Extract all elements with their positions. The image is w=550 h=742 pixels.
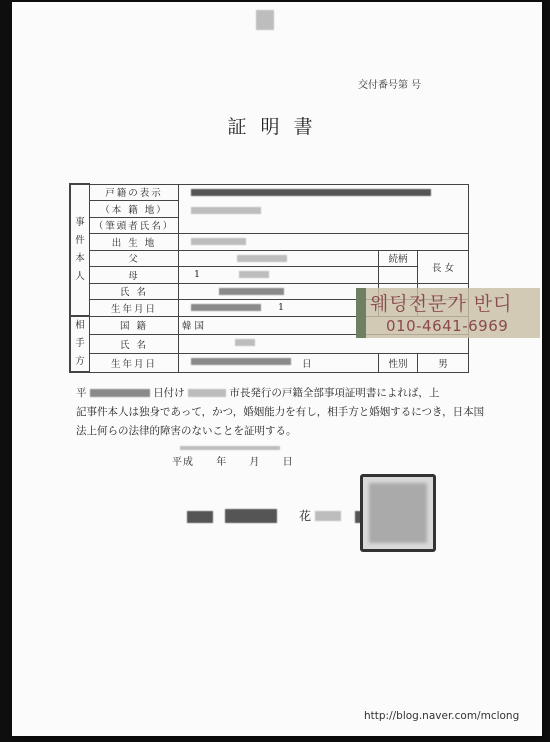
body-line-1: 平 日付け 市長発行の戸籍全部事項証明書によれば，上 — [76, 387, 440, 399]
relation-value: 長 女 — [418, 250, 469, 283]
name-label: 氏 名 — [90, 283, 179, 300]
document-title: 証明書 — [227, 116, 327, 138]
issue-date: 平成 年 月 日 — [172, 457, 294, 468]
receipt-number: 交付番号第 号 — [358, 80, 422, 91]
body-line-3: 法上何らの法律的障害のないことを証明する。 — [76, 425, 297, 437]
gender-value: 男 — [418, 353, 469, 372]
birthplace-label: 出 生 地 — [90, 234, 179, 251]
nationality-value: 韓 国 — [179, 316, 469, 335]
domicile-value — [179, 184, 469, 234]
birthplace-value — [179, 234, 469, 251]
certificate-body — [76, 384, 488, 441]
relation-label: 続柄 — [379, 250, 418, 267]
mother-label: 母 — [90, 267, 179, 284]
father-label: 父 — [90, 250, 179, 267]
head-name-label: （筆頭者氏名） — [90, 217, 179, 234]
section-party-label: 事 件 本 人 — [70, 184, 90, 316]
gender-label: 性別 — [379, 353, 418, 372]
blog-url: http://blog.naver.com/mclong — [364, 710, 520, 722]
body-line-2: 記事件本人は独身であって，かつ，婚姻能力を有し，相手方と婚姻するにつき，日本国 — [76, 406, 485, 418]
birthdate-label: 生年月日 — [90, 300, 179, 317]
certificate-document — [12, 2, 542, 736]
certificate-form-table — [69, 183, 469, 373]
watermark-name: 웨딩전문가 반디 — [370, 293, 513, 315]
date-redaction — [180, 446, 280, 450]
partner-name-label: 氏 名 — [90, 335, 179, 354]
birthdate-value: 1 — [179, 300, 379, 317]
issuer-signature: 花 — [187, 505, 387, 527]
domicile-label: （本 籍 地） — [90, 201, 179, 218]
watermark-phone: 010-4641-6969 — [386, 317, 509, 335]
registry-label: 戸籍の表示 — [90, 184, 179, 201]
official-seal — [360, 474, 436, 552]
mother-value: 1 — [179, 267, 379, 284]
section-partner-label: 相 手 方 — [70, 316, 90, 372]
name-value — [179, 283, 379, 300]
watermark-bar — [356, 288, 366, 338]
wedding-planner-watermark — [356, 288, 540, 338]
nationality-label: 国 籍 — [90, 316, 179, 335]
top-redaction — [256, 10, 274, 30]
partner-birthdate-value: 日 — [179, 353, 379, 372]
partner-birthdate-label: 生年月日 — [90, 353, 179, 372]
father-value — [179, 250, 379, 267]
